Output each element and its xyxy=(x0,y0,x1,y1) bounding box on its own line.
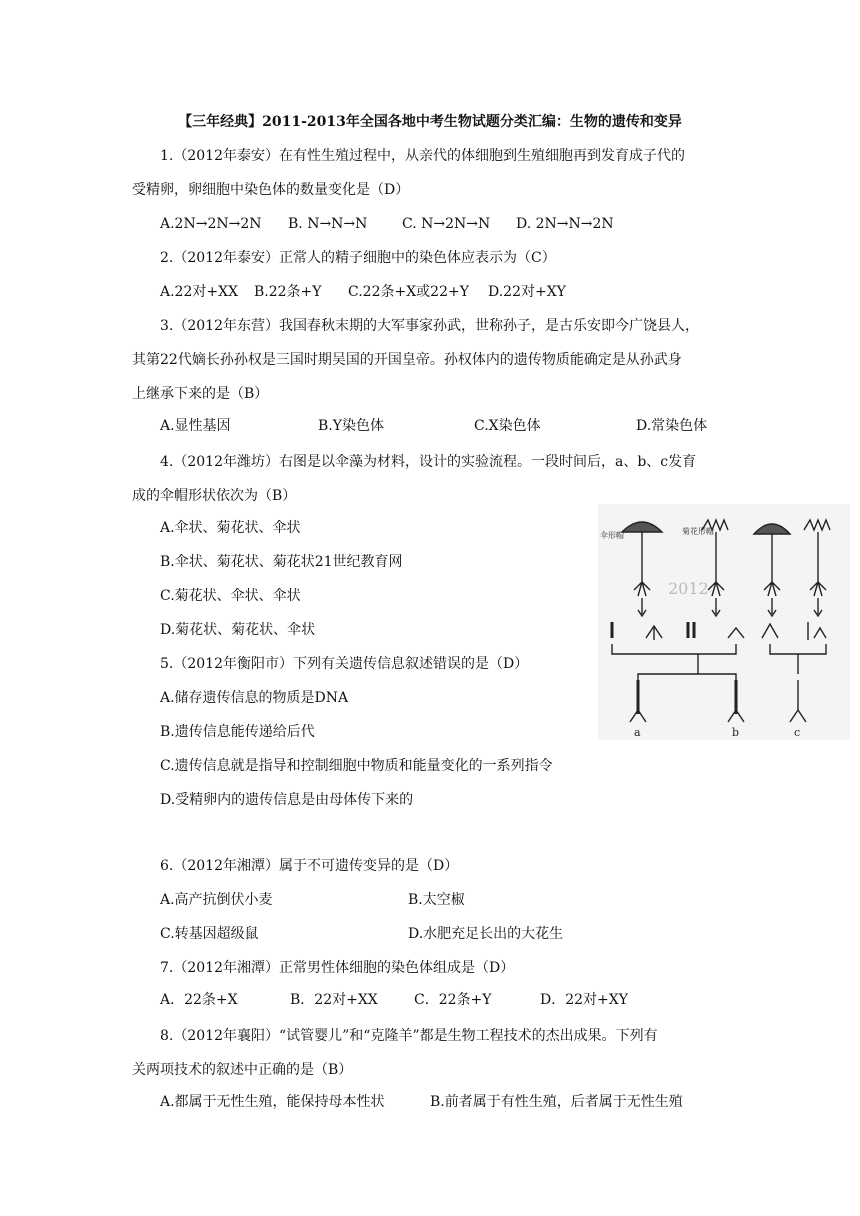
question-2-option-d: D.22对+XY xyxy=(488,284,566,300)
question-2-text: 2.（2012年泰安）正常人的精子细胞中的染色体应表示为（C） xyxy=(160,250,556,266)
figure-watermark: 2012 xyxy=(668,579,709,598)
question-6-option-c: C.转基因超级鼠 xyxy=(160,926,259,942)
question-6-option-a: A.高产抗倒伏小麦 xyxy=(160,892,273,908)
question-6-option-d: D.水肥充足长出的大花生 xyxy=(408,926,564,942)
question-5-option-a: A.储存遗传信息的物质是DNA xyxy=(160,690,349,706)
question-1-option-d: D. 2N→N→2N xyxy=(516,216,614,232)
figure-label-chrysanthemum: 菊花形帽 xyxy=(682,527,714,536)
question-8-text-line-2: 关两项技术的叙述中正确的是（B） xyxy=(132,1062,353,1078)
question-1-option-b: B. N→N→N xyxy=(288,216,368,232)
question-4-text-line-1: 4.（2012年潍坊）右图是以伞藻为材料，设计的实验流程。一段时间后，a、b、c发育 xyxy=(160,454,697,470)
figure-label-b: b xyxy=(732,726,740,739)
umbrella-cap-plant-2 xyxy=(754,524,790,596)
question-8-text-line-1: 8.（2012年襄阳）“试管婴儿”和“克隆羊”都是生物工程技术的杰出成果。下列有 xyxy=(160,1028,658,1044)
question-7-option-a: A．22条+X xyxy=(160,992,238,1008)
question-2-option-b: B.22条+Y xyxy=(254,284,322,300)
question-5-text: 5.（2012年衡阳市）下列有关遗传信息叙述错误的是（D） xyxy=(160,656,529,672)
question-8-option-a: A.都属于无性生殖，能保持母本性状 xyxy=(160,1094,385,1110)
figure-label-umbrella: 伞形帽 xyxy=(600,531,624,540)
question-7-text: 7.（2012年湘潭）正常男性体细胞的染色体组成是（D） xyxy=(160,960,515,976)
question-8-option-b: B.前者属于有性生殖，后者属于无性生殖 xyxy=(430,1094,683,1110)
question-3-option-d: D.常染色体 xyxy=(636,418,708,434)
chrysanthemum-cap-plant-2 xyxy=(804,520,830,596)
question-4-option-c: C.菊花状、伞状、伞状 xyxy=(160,588,301,604)
question-2-option-c: C.22条+X或22+Y xyxy=(348,284,469,300)
question-3-text-line-2: 其第22代嫡长孙孙权是三国时期吴国的开国皇帝。孙权体内的遗传物质能确定是从孙武身 xyxy=(132,352,682,368)
question-4-option-d: D.菊花状、菊花状、伞状 xyxy=(160,622,316,638)
figure-label-c: c xyxy=(794,726,801,739)
question-1-option-c: C. N→2N→N xyxy=(402,216,491,232)
experiment-diagram xyxy=(598,504,850,740)
question-1-text-line-2: 受精卵，卵细胞中染色体的数量变化是（D） xyxy=(132,182,410,198)
figure-label-a: a xyxy=(634,726,641,739)
question-3-option-b: B.Y染色体 xyxy=(318,418,384,434)
question-4-option-b: B.伞状、菊花状、菊花状21世纪教育网 xyxy=(160,554,403,570)
umbrella-cap-plant xyxy=(622,522,662,596)
question-1-text-line-1: 1.（2012年泰安）在有性生殖过程中，从亲代的体细胞到生殖细胞再到发育成子代的 xyxy=(160,148,685,164)
question-4-option-a: A.伞状、菊花状、伞状 xyxy=(160,520,301,536)
question-1-option-a: A.2N→2N→2N xyxy=(160,216,262,232)
question-6-option-b: B.太空椒 xyxy=(408,892,465,908)
question-2-option-a: A.22对+XX xyxy=(160,284,239,300)
question-7-option-b: B．22对+XX xyxy=(290,992,378,1008)
question-5-option-c: C.遗传信息就是指导和控制细胞中物质和能量变化的一系列指令 xyxy=(160,758,553,774)
acetabularia-experiment-figure xyxy=(598,504,850,740)
question-3-option-c: C.X染色体 xyxy=(474,418,541,434)
question-7-option-d: D．22对+XY xyxy=(540,992,628,1008)
question-3-text-line-3: 上继承下来的是（B） xyxy=(132,386,269,402)
question-7-option-c: C．22条+Y xyxy=(414,992,492,1008)
document-title: 【三年经典】2011-2013年全国各地中考生物试题分类汇编：生物的遗传和变异 xyxy=(178,114,682,130)
question-3-option-a: A.显性基因 xyxy=(160,418,231,434)
question-6-text: 6.（2012年湘潭）属于不可遗传变异的是（D） xyxy=(160,858,459,874)
question-3-text-line-1: 3.（2012年东营）我国春秋末期的大军事家孙武，世称孙子，是古乐安即今广饶县人， xyxy=(160,318,699,334)
question-5-option-d: D.受精卵内的遗传信息是由母体传下来的 xyxy=(160,792,414,808)
question-5-option-b: B.遗传信息能传递给后代 xyxy=(160,724,315,740)
question-4-text-line-2: 成的伞帽形状依次为（B） xyxy=(132,488,297,504)
